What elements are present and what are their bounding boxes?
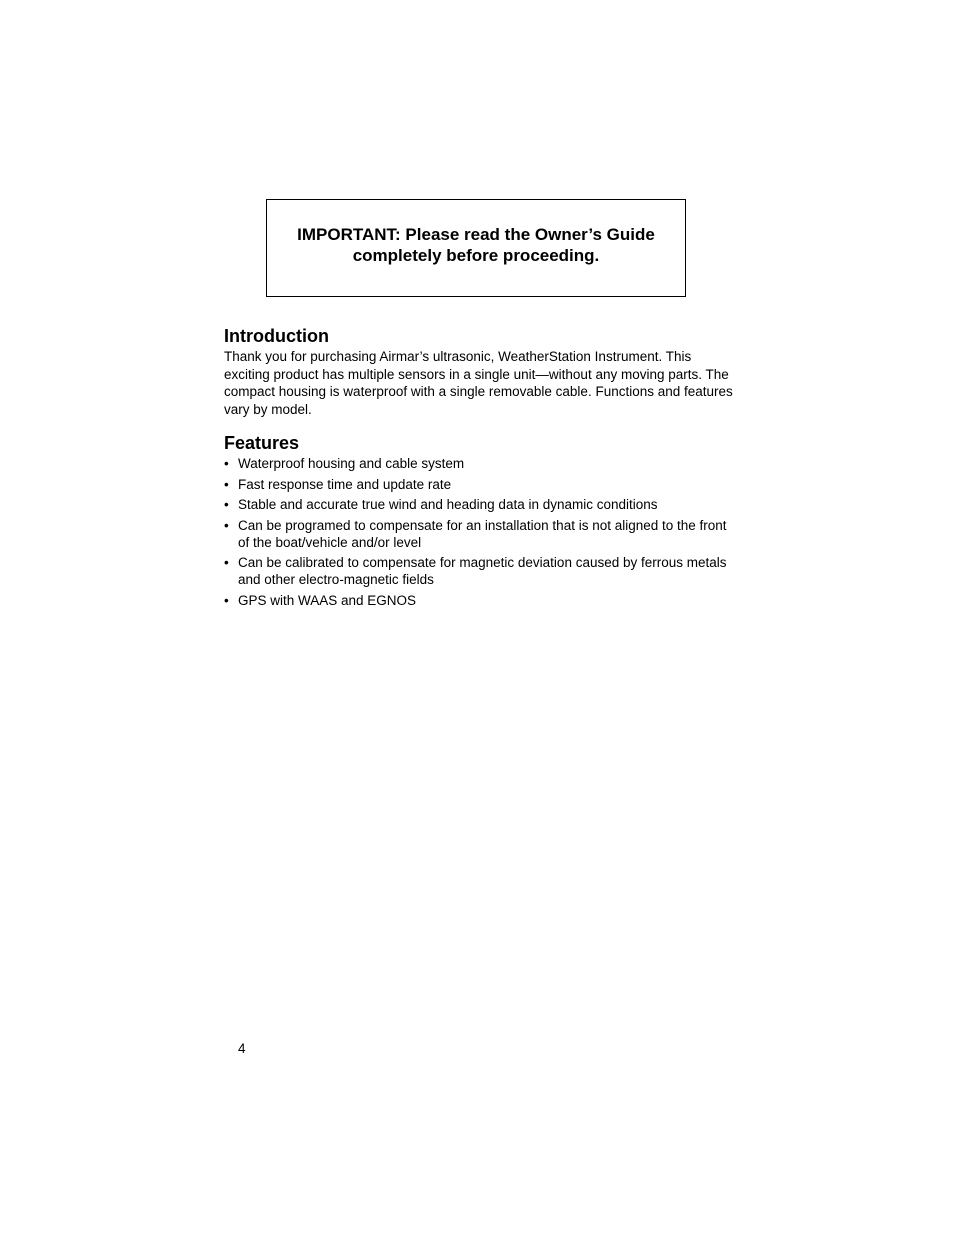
important-notice-text: IMPORTANT: Please read the Owner’s Guide completely before proceeding.	[297, 225, 655, 265]
feature-text: Fast response time and update rate	[238, 476, 452, 492]
list-item	[224, 476, 734, 493]
bullet-icon: •	[224, 456, 229, 471]
important-notice-box	[266, 199, 686, 297]
bullet-icon: •	[224, 476, 229, 492]
list-item	[224, 592, 734, 609]
feature-text: Can be programed to compensate for an installation that is not aligned to the front of the boat/vehicle and/or level	[238, 517, 727, 550]
features-heading: Features	[224, 433, 300, 453]
list-item	[224, 517, 734, 551]
features-list	[224, 455, 734, 609]
bullet-icon: •	[224, 517, 229, 533]
bullet-icon: •	[224, 555, 229, 570]
bullet-icon: •	[224, 497, 229, 512]
list-item	[224, 496, 734, 513]
page-content	[224, 325, 734, 612]
feature-text: Can be calibrated to compensate for magnetic deviation caused by ferrous metals and other electro-magnetic fields	[238, 555, 727, 587]
introduction-heading: Introduction	[224, 326, 329, 346]
page-number: 4	[238, 1041, 246, 1056]
bullet-icon: •	[224, 592, 229, 608]
introduction-paragraph: Thank you for purchasing Airmar’s ultrasonic, WeatherStation Instrument. This exciting product has multiple sensors in a single unit—without any moving parts. The compact housing is waterproof with a single removable cable. Functions and features vary by model.	[224, 349, 733, 417]
feature-text: GPS with WAAS and EGNOS	[238, 592, 417, 608]
feature-text: Stable and accurate true wind and heading data in dynamic conditions	[238, 497, 658, 512]
feature-text: Waterproof housing and cable system	[238, 456, 465, 471]
list-item	[224, 455, 734, 472]
list-item	[224, 554, 734, 588]
